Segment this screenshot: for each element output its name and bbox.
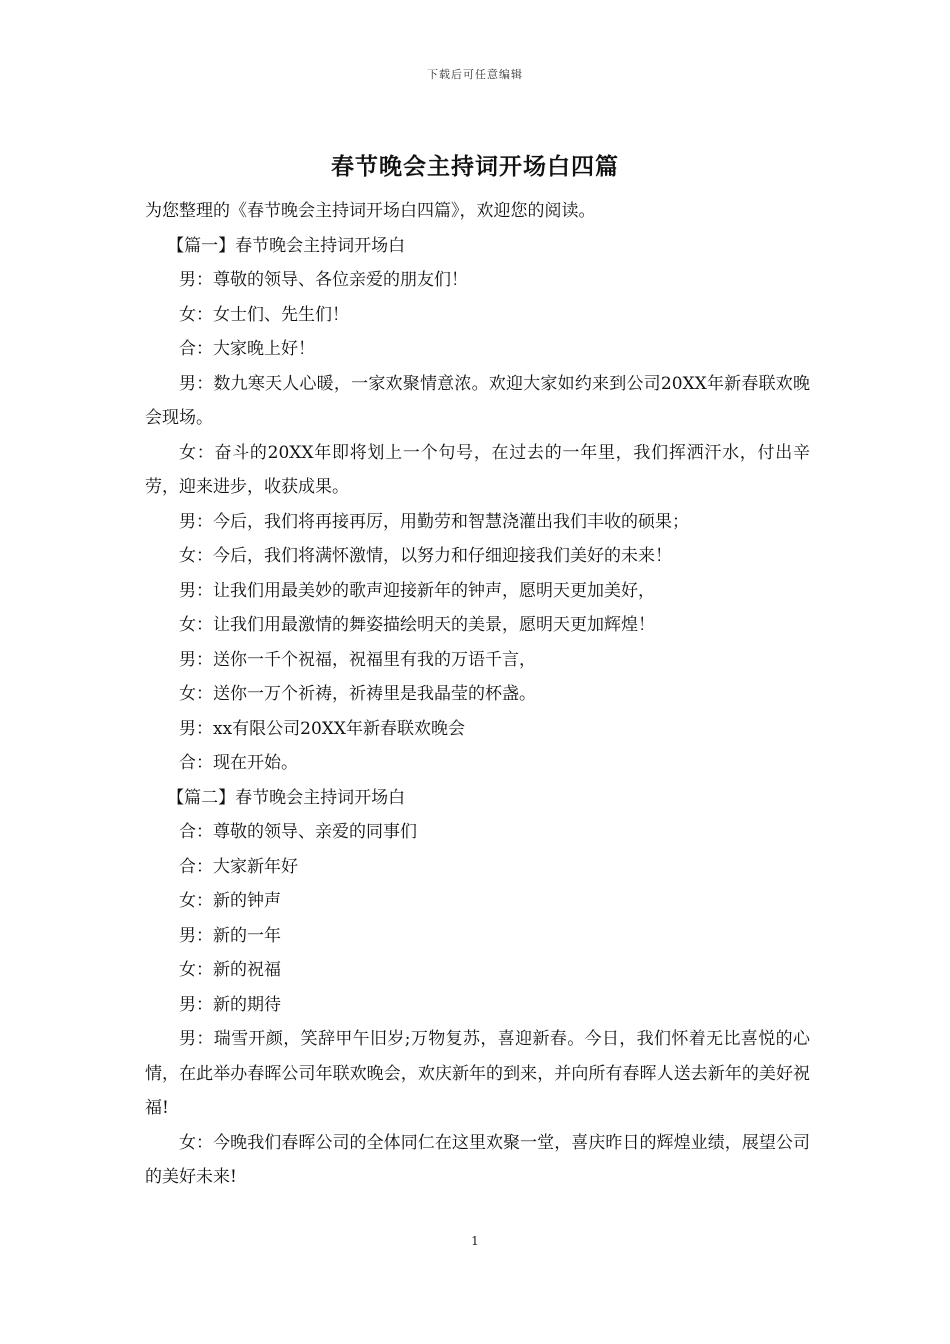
paragraph: 女：送你一万个祈祷，祈祷里是我晶莹的杯盏。 — [179, 684, 536, 704]
page-header: 下载后可任意编辑 — [427, 68, 523, 81]
document-title: 春节晚会主持词开场白四篇 — [331, 153, 619, 180]
paragraph: 女：新的祝福 — [179, 960, 281, 980]
paragraph: 女：让我们用最激情的舞姿描绘明天的美景，愿明天更加辉煌！ — [179, 615, 655, 635]
paragraph: 男：让我们用最美妙的歌声迎接新年的钟声，愿明天更加美好， — [179, 580, 655, 601]
section-heading-2: 【篇二】春节晚会主持词开场白 — [167, 787, 406, 808]
section-heading-1: 【篇一】春节晚会主持词开场白 — [167, 235, 406, 256]
paragraph: 男：尊敬的领导、各位亲爱的朋友们！ — [179, 270, 468, 290]
paragraph: 合：尊敬的领导、亲爱的同事们 — [179, 822, 417, 842]
document-body — [145, 194, 810, 1195]
paragraph: 女：新的钟声 — [179, 891, 281, 911]
paragraph: 男：送你一千个祝福，祝福里有我的万语千言， — [179, 649, 536, 670]
paragraph: 男：xx有限公司20XX年新春联欢晚会 — [179, 718, 466, 739]
paragraph: 女：女士们、先生们！ — [179, 304, 349, 325]
paragraph: 女：今晚我们春晖公司的全体同仁在这里欢聚一堂，喜庆昨日的辉煌业绩，展望公司的美好未来! — [145, 1132, 810, 1187]
paragraph: 合：大家新年好 — [179, 856, 298, 877]
paragraph: 男：数九寒天人心暖，一家欢聚情意浓。欢迎大家如约来到公司20XX年新春联欢晚会现场。 — [145, 373, 810, 428]
paragraph: 女：奋斗的20XX年即将划上一个句号，在过去的一年里，我们挥洒汗水，付出辛劳，迎来进步，收获成果。 — [145, 442, 810, 497]
paragraph: 男：今后，我们将再接再厉，用勤劳和智慧浇灌出我们丰收的硕果； — [179, 511, 689, 532]
page-number: 1 — [471, 1234, 479, 1248]
paragraph: 女：今后，我们将满怀激情，以努力和仔细迎接我们美好的未来！ — [179, 546, 672, 566]
paragraph: 男：瑞雪开颜，笑辞甲午旧岁;万物复苏，喜迎新春。今日，我们怀着无比喜悦的心情，在此举办春晖公司年联欢晚会，欢庆新年的到来，并向所有春晖人送去新年的美好祝福! — [145, 1029, 810, 1118]
paragraph: 男：新的期待 — [179, 994, 281, 1015]
paragraph: 合：大家晚上好！ — [179, 339, 315, 359]
paragraph: 男：新的一年 — [179, 925, 281, 946]
paragraph: 合：现在开始。 — [179, 753, 298, 773]
intro-paragraph: 为您整理的《春节晚会主持词开场白四篇》，欢迎您的阅读。 — [145, 201, 596, 221]
